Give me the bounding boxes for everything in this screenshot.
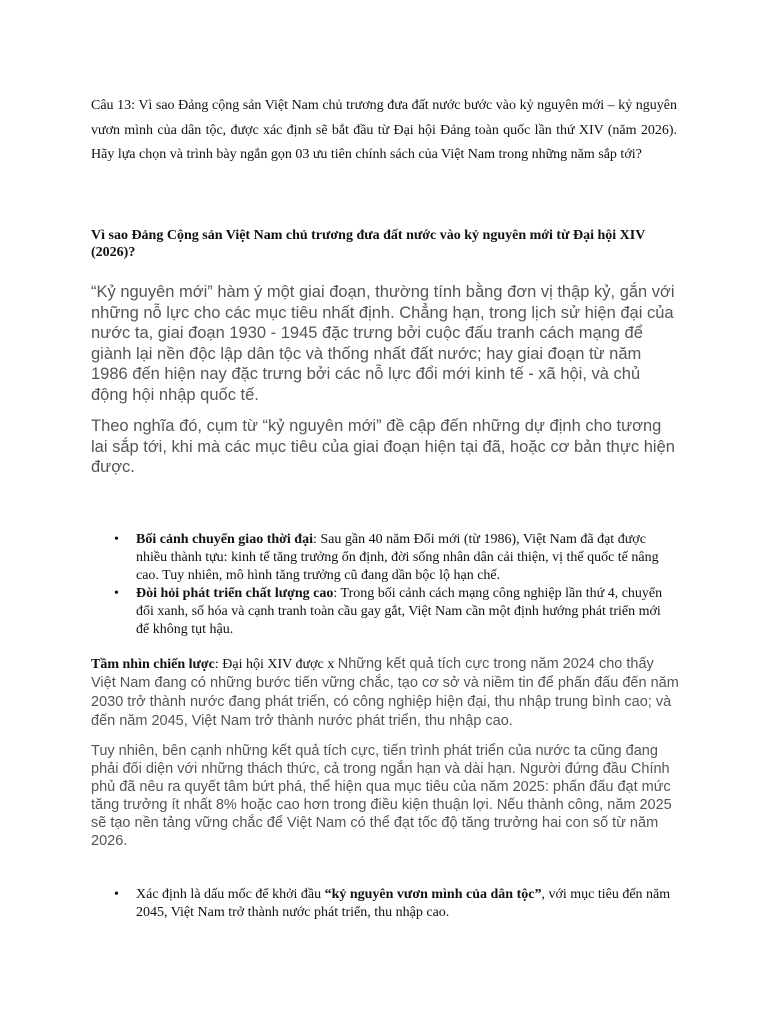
list-item-pre: Xác định là dấu mốc để khởi đầu xyxy=(136,887,325,902)
list-item xyxy=(91,531,677,585)
milestone-list xyxy=(91,886,677,922)
section-heading: Vì sao Đảng Cộng sản Việt Nam chủ trương đưa đất nước vào kỷ nguyên mới từ Đại hội XIV (2026)? xyxy=(91,228,646,260)
list-item-text: : Trong bối cảnh cách mạng công nghiệp lần thứ 4, chuyển đổi xanh, số hóa và cạnh tranh toàn cầu gay gắt, Việt Nam cần một định hướng phát triển mới để không tụt hậu. xyxy=(136,586,663,637)
list-item xyxy=(91,886,677,922)
bullet-icon: • xyxy=(114,586,119,601)
list-item-text: , với mục tiêu đến năm 2045, Việt Nam trở thành nước phát triển, thu nhập cao. xyxy=(136,887,671,920)
vision-term: Tầm nhìn chiến lược xyxy=(91,657,215,672)
list-item-term: “kỷ nguyên vươn mình của dân tộc” xyxy=(324,887,542,902)
list-item-term: Bối cảnh chuyển giao thời đại xyxy=(136,532,313,547)
vision-lead: : Đại hội XIV được x xyxy=(214,657,338,672)
question-text: Câu 13: Vì sao Đảng cộng sản Việt Nam chủ trương đưa đất nước bước vào kỷ nguyên mới – kỷ nguyên vươn mình của dân tộc, được xác định sẽ bắt đầu từ Đại hội Đảng toàn quốc lần thứ XIV (năm 2026). Hãy lựa chọn và trình bày ngắn gọn 03 ưu tiên chính sách của Việt Nam trong những năm sắp tới? xyxy=(91,98,677,162)
bullet-icon: • xyxy=(114,887,119,902)
list-item xyxy=(91,585,677,639)
list-item-term: Đòi hỏi phát triển chất lượng cao xyxy=(136,586,334,601)
paragraph-challenges: Tuy nhiên, bên cạnh những kết quả tích cực, tiến trình phát triển của nước ta cũng đang phải đối diện với những thách thức, cả trong ngắn hạn và dài hạn. Người đứng đầu Chính phủ đã nêu ra quyết tâm bứt phá, thể hiện qua mục tiêu của năm 2025: phấn đấu đạt mức tăng trưởng ít nhất 8% hoặc cao hơn trong điều kiện thuận lợi. Nếu thành công, năm 2025 sẽ tạo nền tảng vững chắc để Việt Nam có thể đạt tốc độ tăng trưởng hai con số từ năm 2026. xyxy=(91,743,672,849)
paragraph-new-era-meaning: “Kỷ nguyên mới” hàm ý một giai đoạn, thường tính bằng đơn vị thập kỷ, gắn với những nỗ lực cho các mục tiêu nhất định. Chẳng hạn, trong lịch sử hiện đại của nước ta, giai đoạn 1930 - 1945 đặc trưng bởi cuộc đấu tranh cách mạng để giành lại nền độc lập dân tộc và thống nhất đất nước; hay giai đoạn từ năm 1986 đến hiện nay đặc trưng bởi các nỗ lực đổi mới kinh tế - xã hội, và chủ động hội nhập quốc tế. xyxy=(91,283,675,404)
vision-paragraph xyxy=(91,655,681,731)
bullet-icon: • xyxy=(114,532,119,547)
vision-text: Những kết quả tích cực trong năm 2024 cho thấy Việt Nam đang có những bước tiến vững chắc, tạo cơ sở và niềm tin để phấn đấu đến năm 2030 trở thành nước đang phát triển, có công nghiệp hiện đại, thu nhập trung bình cao; và đến năm 2045, Việt Nam trở thành nước phát triển, thu nhập cao. xyxy=(91,656,679,729)
paragraph-new-era-definition: Theo nghĩa đó, cụm từ “kỷ nguyên mới” đề cập đến những dự định cho tương lai sắp tới, khi mà các mục tiêu của giai đoạn hiện tại đã, hoặc cơ bản thực hiện được. xyxy=(91,417,675,476)
reasons-list xyxy=(91,531,677,639)
list-item-text: : Sau gần 40 năm Đổi mới (từ 1986), Việt Nam đã đạt được nhiều thành tựu: kinh tế tăng trưởng ổn định, đời sống nhân dân cải thiện, vị thế quốc tế nâng cao. Tuy nhiên, mô hình tăng trưởng cũ đang dần bộc lộ hạn chế. xyxy=(136,532,659,583)
